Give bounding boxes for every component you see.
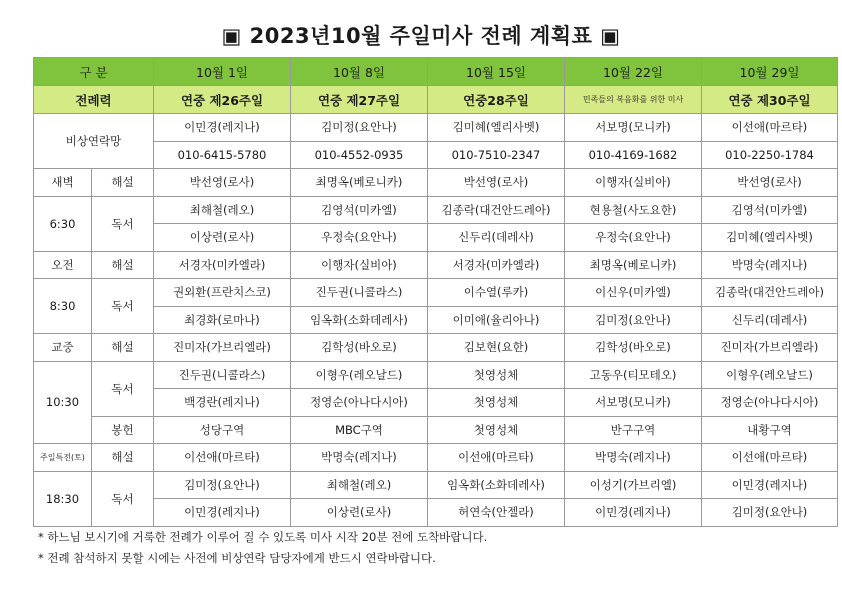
m1-reader2-row <box>34 224 838 252</box>
contact-phone-row <box>34 141 838 169</box>
assignment-cell: 우정숙(요안나) <box>565 224 702 252</box>
liturgy-cell: 연중28주일 <box>428 86 565 114</box>
assignment-cell: 이형우(레오날드) <box>702 361 838 389</box>
m1-commentary-label: 해설 <box>92 169 154 197</box>
m4-time: 18:30 <box>34 471 92 526</box>
assignment-cell: 허연숙(안젤라) <box>428 499 565 527</box>
assignment-cell: 최해철(레오) <box>291 471 428 499</box>
assignment-cell: 박선영(로사) <box>428 169 565 197</box>
assignment-cell: 김학성(바오로) <box>291 334 428 362</box>
assignment-cell: 첫영성체 <box>428 416 565 444</box>
date-header: 10월 1일 <box>154 58 291 86</box>
assignment-cell: 임옥화(소화데레사) <box>428 471 565 499</box>
m2-reading-label: 독서 <box>92 279 154 334</box>
m1-reader1-row <box>34 196 838 224</box>
assignment-cell: 이선애(마르타) <box>702 444 838 472</box>
assignment-cell: 현용철(사도요한) <box>565 196 702 224</box>
assignment-cell: 이선애(마르타) <box>428 444 565 472</box>
assignment-cell: 최경화(로마나) <box>154 306 291 334</box>
assignment-cell: 박명숙(레지나) <box>291 444 428 472</box>
assignment-cell: 김종락(대건안드레아) <box>702 279 838 307</box>
contact-label: 비상연락망 <box>34 114 154 169</box>
m1-time: 6:30 <box>34 196 92 251</box>
assignment-cell: 이민경(레지나) <box>565 499 702 527</box>
assignment-cell: 이행자(실비아) <box>291 251 428 279</box>
contact-name: 이민경(레지나) <box>154 114 291 142</box>
m3-offering-label: 봉헌 <box>92 416 154 444</box>
assignment-cell: 김미정(요안나) <box>154 471 291 499</box>
assignment-cell: 김종락(대건안드레아) <box>428 196 565 224</box>
assignment-cell: 김미정(요안나) <box>565 306 702 334</box>
assignment-cell: 첫영성체 <box>428 389 565 417</box>
m3-reader2-row <box>34 389 838 417</box>
page-title: ▣ 2023년10월 주일미사 전례 계획표 ▣ <box>221 24 621 48</box>
m4-reader1-row <box>34 471 838 499</box>
liturgy-header: 전례력 <box>34 86 154 114</box>
assignment-cell: 신두리(데레사) <box>428 224 565 252</box>
assignment-cell: 박명숙(레지나) <box>702 251 838 279</box>
date-header: 10월 29일 <box>702 58 838 86</box>
assignment-cell: 서경자(미카엘라) <box>428 251 565 279</box>
schedule-table <box>33 57 838 527</box>
m4-label: 주일특전(토) <box>34 444 92 472</box>
m2-time: 8:30 <box>34 279 92 334</box>
m2-reader1-row <box>34 279 838 307</box>
assignment-cell: 첫영성체 <box>428 361 565 389</box>
contact-phone: 010-4552-0935 <box>291 141 428 169</box>
assignment-cell: 김학성(바오로) <box>565 334 702 362</box>
contact-name: 김미혜(엘리사벳) <box>428 114 565 142</box>
m3-reading-label: 독서 <box>92 361 154 416</box>
contact-name: 서보명(모니카) <box>565 114 702 142</box>
m3-reader1-row <box>34 361 838 389</box>
footnote: * 하느님 보시기에 거룩한 전례가 이루어 질 수 있도록 미사 시작 20분 전에 도착바랍니다. <box>38 530 488 544</box>
m1-commentary-row <box>34 169 838 197</box>
m3-commentary-label: 해설 <box>92 334 154 362</box>
assignment-cell: 진미자(가브리엘라) <box>702 334 838 362</box>
m2-commentary-row <box>34 251 838 279</box>
assignment-cell: 김보현(요한) <box>428 334 565 362</box>
assignment-cell: 김미혜(엘리사벳) <box>702 224 838 252</box>
assignment-cell: 이선애(마르타) <box>154 444 291 472</box>
contact-phone: 010-7510-2347 <box>428 141 565 169</box>
assignment-cell: 정영순(아나다시아) <box>702 389 838 417</box>
m4-reader2-row <box>34 499 838 527</box>
assignment-cell: 우정숙(요안나) <box>291 224 428 252</box>
liturgy-cell: 연중 제26주일 <box>154 86 291 114</box>
assignment-cell: 반구구역 <box>565 416 702 444</box>
m1-reading-label: 독서 <box>92 196 154 251</box>
m2-reader2-row <box>34 306 838 334</box>
footnotes <box>38 527 487 569</box>
assignment-cell: 백경란(레지나) <box>154 389 291 417</box>
assignment-cell: 성당구역 <box>154 416 291 444</box>
assignment-cell: 이상련(로사) <box>291 499 428 527</box>
m3-commentary-row <box>34 334 838 362</box>
contact-name: 이선애(마르타) <box>702 114 838 142</box>
m2-label: 오전 <box>34 251 92 279</box>
assignment-cell: 진두권(니콜라스) <box>291 279 428 307</box>
assignment-cell: 신두리(데레사) <box>702 306 838 334</box>
m1-label: 새벽 <box>34 169 92 197</box>
assignment-cell: 서보명(모니카) <box>565 389 702 417</box>
contact-name-row <box>34 114 838 142</box>
assignment-cell: 고동우(티모테오) <box>565 361 702 389</box>
assignment-cell: 이수열(루카) <box>428 279 565 307</box>
header-date-row <box>34 58 838 86</box>
assignment-cell: 이신우(미카엘) <box>565 279 702 307</box>
assignment-cell: 박선영(로사) <box>154 169 291 197</box>
liturgy-cell: 연중 제30주일 <box>702 86 838 114</box>
contact-phone: 010-6415-5780 <box>154 141 291 169</box>
assignment-cell: 이성기(가브리엘) <box>565 471 702 499</box>
contact-name: 김미정(요안나) <box>291 114 428 142</box>
assignment-cell: 이상련(로사) <box>154 224 291 252</box>
assignment-cell: 박선영(로사) <box>702 169 838 197</box>
assignment-cell: 권외환(프란치스코) <box>154 279 291 307</box>
assignment-cell: 이형우(레오날드) <box>291 361 428 389</box>
assignment-cell: 김영석(미카엘) <box>291 196 428 224</box>
date-header: 10월 15일 <box>428 58 565 86</box>
assignment-cell: 진미자(가브리엘라) <box>154 334 291 362</box>
liturgy-cell: 민족들의 복음화를 위한 미사 <box>565 86 702 114</box>
category-header: 구 분 <box>34 58 154 86</box>
assignment-cell: 이민경(레지나) <box>154 499 291 527</box>
assignment-cell: 최해철(레오) <box>154 196 291 224</box>
m3-time: 10:30 <box>34 361 92 444</box>
assignment-cell: MBC구역 <box>291 416 428 444</box>
date-header: 10월 22일 <box>565 58 702 86</box>
assignment-cell: 최명옥(베로니카) <box>291 169 428 197</box>
assignment-cell: 이미애(율리아나) <box>428 306 565 334</box>
footnote: * 전례 참석하지 못할 시에는 사전에 비상연락 담당자에게 반드시 연락바랍니다. <box>38 551 436 565</box>
assignment-cell: 임옥화(소화데레사) <box>291 306 428 334</box>
m4-commentary-row <box>34 444 838 472</box>
assignment-cell: 김미정(요안나) <box>702 499 838 527</box>
contact-phone: 010-4169-1682 <box>565 141 702 169</box>
header-liturgy-row <box>34 86 838 114</box>
assignment-cell: 서경자(미카엘라) <box>154 251 291 279</box>
assignment-cell: 김영석(미카엘) <box>702 196 838 224</box>
m4-reading-label: 독서 <box>92 471 154 526</box>
assignment-cell: 정영순(아나다시아) <box>291 389 428 417</box>
assignment-cell: 박명숙(레지나) <box>565 444 702 472</box>
assignment-cell: 내황구역 <box>702 416 838 444</box>
assignment-cell: 진두권(니콜라스) <box>154 361 291 389</box>
m2-commentary-label: 해설 <box>92 251 154 279</box>
liturgy-cell: 연중 제27주일 <box>291 86 428 114</box>
assignment-cell: 이민경(레지나) <box>702 471 838 499</box>
m4-commentary-label: 해설 <box>92 444 154 472</box>
m3-offering-row <box>34 416 838 444</box>
assignment-cell: 최명옥(베로니카) <box>565 251 702 279</box>
assignment-cell: 이행자(실비아) <box>565 169 702 197</box>
contact-phone: 010-2250-1784 <box>702 141 838 169</box>
date-header: 10월 8일 <box>291 58 428 86</box>
m3-label: 교중 <box>34 334 92 362</box>
